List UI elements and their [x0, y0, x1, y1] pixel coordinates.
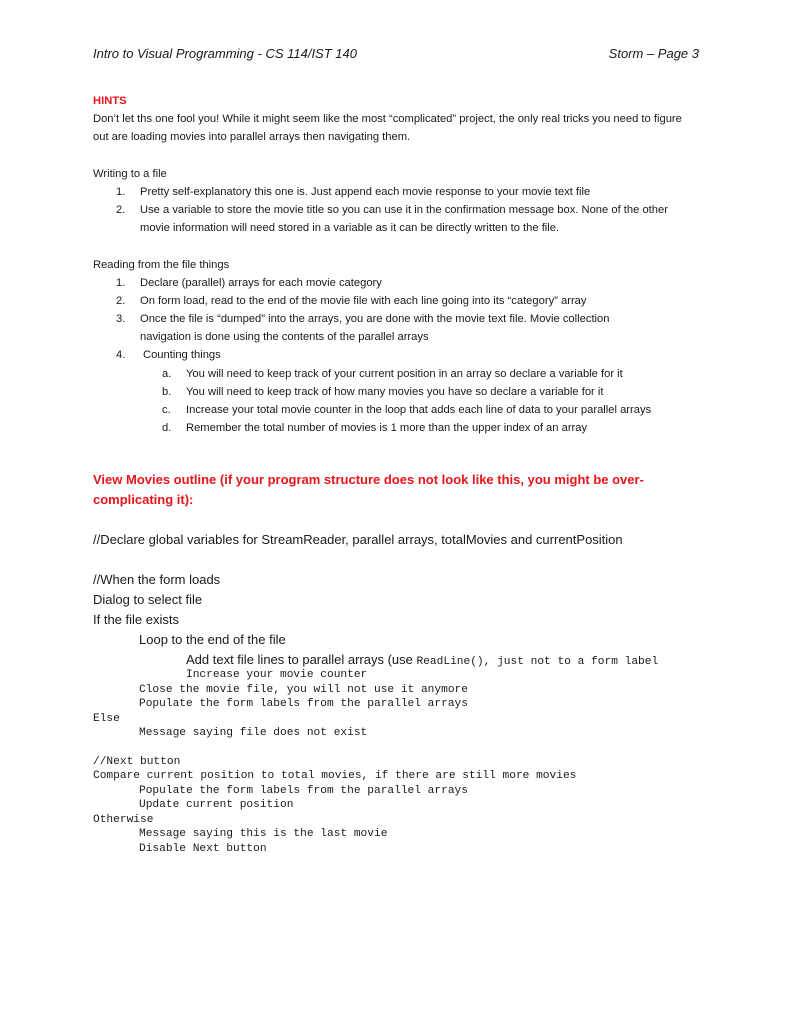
- reading-list: [116, 274, 699, 364]
- hints-intro: Don’t let ths one fool you! While it might seem like the most “complicated” project, the only real tricks you need to figure out are loading movies into parallel arrays then navigating them.: [93, 113, 682, 143]
- list-item: [116, 292, 699, 310]
- list-letter: d.: [162, 422, 172, 434]
- list-text: Once the file is “dumped” into the arrays, you are done with the movie text file. Movie collection navigation is done using the contents of the parallel arrays: [140, 313, 610, 343]
- outline-increase: Increase your movie counter: [186, 669, 368, 681]
- list-letter: a.: [162, 368, 172, 380]
- list-item: [116, 183, 699, 201]
- outline-otherwise: Otherwise: [93, 814, 154, 826]
- course-title: Intro to Visual Programming - CS 114/IST 140: [93, 46, 357, 61]
- list-text: Counting things: [143, 349, 221, 361]
- outline-loop: Loop to the end of the file: [139, 632, 286, 647]
- outline-msg-last: Message saying this is the last movie: [139, 828, 388, 840]
- outline-populate2: Populate the form labels from the parallel arrays: [139, 785, 468, 797]
- list-item: [116, 274, 699, 292]
- list-number: 3.: [116, 313, 126, 325]
- list-text: You will need to keep track of how many movies you have so declare a variable for it: [186, 386, 604, 398]
- list-item: [162, 419, 702, 437]
- writing-list: [116, 183, 699, 237]
- list-text: Remember the total number of movies is 1 more than the upper index of an array: [186, 422, 588, 434]
- outline-add-lines: [186, 650, 658, 670]
- outline-add-lines-text: Add text file lines to parallel arrays (use: [186, 652, 417, 667]
- list-text: Pretty self-explanatory this one is. Just append each movie response to your movie text file: [140, 186, 591, 198]
- outline-add-lines-code: ReadLine(), just not to a form label: [416, 656, 659, 668]
- list-number: 2.: [116, 204, 126, 216]
- list-number: 1.: [116, 186, 126, 198]
- page-number: Storm – Page 3: [608, 46, 699, 61]
- page-header: [93, 46, 699, 64]
- outline-next-comment: //Next button: [93, 756, 181, 768]
- outline-populate: Populate the form labels from the parallel arrays: [139, 698, 468, 710]
- list-letter: c.: [162, 404, 171, 416]
- outline-form-comment: //When the form loads: [93, 572, 221, 587]
- list-item: [116, 310, 660, 346]
- list-text: Increase your total movie counter in the loop that adds each line of data to your parallel arrays: [186, 404, 652, 416]
- reading-sublist: [162, 365, 702, 437]
- outline-disable: Disable Next button: [139, 843, 267, 855]
- list-item: [162, 383, 702, 401]
- outline-dialog: Dialog to select file: [93, 592, 203, 607]
- list-text: Use a variable to store the movie title so you can use it in the confirmation message box. None of the other movie information will need stored in a variable as it can be directly written to the file.: [140, 204, 668, 234]
- list-item: [116, 346, 699, 364]
- outline-close: Close the movie file, you will not use it anymore: [139, 684, 468, 696]
- list-number: 4.: [116, 349, 126, 361]
- reading-heading: Reading from the file things: [93, 259, 230, 271]
- outline-else: Else: [93, 713, 120, 725]
- list-item: [162, 401, 702, 419]
- outline-heading: View Movies outline (if your program structure does not look like this, you might be over-complicating it):: [93, 472, 644, 507]
- hints-heading: HINTS: [93, 95, 127, 107]
- list-text: You will need to keep track of your current position in an array so declare a variable for it: [186, 368, 623, 380]
- outline-declare: //Declare global variables for StreamReader, parallel arrays, totalMovies and currentPosition: [93, 532, 623, 547]
- list-item: [162, 365, 702, 383]
- list-letter: b.: [162, 386, 172, 398]
- outline-if-exists: If the file exists: [93, 612, 179, 627]
- list-item: [116, 201, 699, 237]
- outline-update: Update current position: [139, 799, 294, 811]
- list-number: 1.: [116, 277, 126, 289]
- outline-compare: Compare current position to total movies, if there are still more movies: [93, 770, 577, 782]
- list-number: 2.: [116, 295, 126, 307]
- list-text: Declare (parallel) arrays for each movie category: [140, 277, 382, 289]
- outline-msg-not-exist: Message saying file does not exist: [139, 727, 368, 739]
- writing-heading: Writing to a file: [93, 168, 167, 180]
- list-text: On form load, read to the end of the movie file with each line going into its “category” array: [140, 295, 587, 307]
